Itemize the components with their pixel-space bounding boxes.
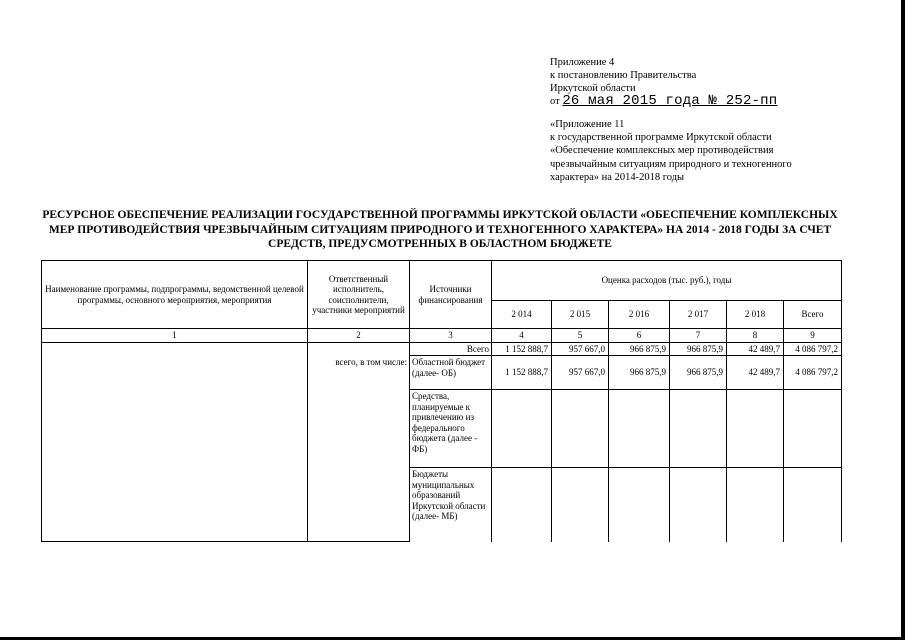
col-number: 4	[492, 329, 552, 343]
value-cell: 966 875,9	[609, 342, 670, 356]
value-cell	[552, 390, 609, 468]
appendix-11-header	[550, 118, 850, 184]
column-number-row	[42, 329, 842, 343]
table-row	[42, 342, 842, 356]
value-cell	[670, 390, 727, 468]
year-cell: 2 016	[609, 301, 670, 329]
col-number: 5	[552, 329, 609, 343]
value-cell: 4 086 797,2	[784, 356, 842, 390]
resource-table	[41, 260, 842, 542]
program-name-cell	[42, 342, 308, 542]
year-cell: 2 015	[552, 301, 609, 329]
appendix-line: Приложение 4	[550, 57, 615, 68]
col-number: 3	[410, 329, 492, 343]
appendix-line: характера» на 2014-2018 годы	[550, 171, 685, 183]
value-cell	[784, 390, 842, 468]
value-cell: 1 152 888,7	[492, 356, 552, 390]
source-cell: Областной бюджет (далее- ОБ)	[410, 356, 492, 390]
appendix-date-line	[550, 95, 777, 108]
appendix-line: к постановлению Правительства	[550, 70, 697, 81]
value-cell	[727, 468, 784, 542]
value-cell	[609, 390, 670, 468]
appendix-line: чрезвычайным ситуациям природного и техногенного	[550, 158, 792, 170]
appendix-line: Иркутской области	[550, 83, 636, 94]
document-title	[40, 208, 840, 252]
header-estimate: Оценка расходов (тыс. руб.), годы	[492, 261, 842, 301]
value-cell	[727, 390, 784, 468]
year-total-cell: Всего	[784, 301, 842, 329]
date-prefix: от	[550, 96, 560, 107]
header-source: Источники финансирования	[410, 261, 492, 329]
col-number: 7	[670, 329, 727, 343]
source-cell: Бюджеты муниципальных образований Иркутской области (далее- МБ)	[410, 468, 492, 542]
value-cell: 957 667,0	[552, 342, 609, 356]
title-line: СРЕДСТВ, ПРЕДУСМОТРЕННЫХ В ОБЛАСТНОМ БЮДЖЕТЕ	[268, 238, 612, 250]
col-number: 9	[784, 329, 842, 343]
value-cell	[492, 468, 552, 542]
scan-border-right	[901, 0, 905, 640]
source-cell: Всего	[410, 342, 492, 356]
value-cell	[609, 468, 670, 542]
col-number: 1	[42, 329, 308, 343]
appendix-4-header	[550, 56, 777, 108]
value-cell: 1 152 888,7	[492, 342, 552, 356]
appendix-line: «Обеспечение комплексных мер противодействия	[550, 145, 774, 157]
value-cell	[552, 468, 609, 542]
value-cell	[784, 468, 842, 542]
year-cell: 2 017	[670, 301, 727, 329]
value-cell	[492, 390, 552, 468]
year-cell: 2 018	[727, 301, 784, 329]
col-number: 6	[609, 329, 670, 343]
header-name: Наименование программы, подпрограммы, ведомственной целевой программы, основного мероприятия, мероприятия	[42, 261, 308, 329]
value-cell: 966 875,9	[670, 356, 727, 390]
value-cell: 4 086 797,2	[784, 342, 842, 356]
col-number: 2	[308, 329, 410, 343]
executor-cell: всего, в том числе:	[308, 342, 410, 542]
year-cell: 2 014	[492, 301, 552, 329]
title-line: РЕСУРСНОЕ ОБЕСПЕЧЕНИЕ РЕАЛИЗАЦИИ ГОСУДАРСТВЕННОЙ ПРОГРАММЫ ИРКУТСКОЙ ОБЛАСТИ «ОБЕСПЕЧЕНИЕ КОМПЛЕКСНЫХ	[42, 209, 838, 221]
value-cell: 42 489,7	[727, 342, 784, 356]
value-cell: 966 875,9	[670, 342, 727, 356]
appendix-line: к государственной программе Иркутской области	[550, 132, 772, 144]
value-cell: 42 489,7	[727, 356, 784, 390]
appendix-line: «Приложение 11	[550, 119, 625, 130]
value-cell	[670, 468, 727, 542]
value-cell: 966 875,9	[609, 356, 670, 390]
col-number: 8	[727, 329, 784, 343]
source-cell: Средства, планируемые к привлечению из федерального бюджета (далее - ФБ)	[410, 390, 492, 468]
table-header-row	[42, 261, 842, 301]
title-line: МЕР ПРОТИВОДЕЙСТВИЯ ЧРЕЗВЫЧАЙНЫМ СИТУАЦИЯМ ПРИРОДНОГО И ТЕХНОГЕННОГО ХАРАКТЕРА» НА 2014 - 2018 ГОДЫ ЗА СЧЕТ	[48, 223, 832, 236]
date-stamp: 26 мая 2015 года № 252-пп	[562, 93, 778, 109]
value-cell: 957 667,0	[552, 356, 609, 390]
header-executor: Ответственный исполнитель, соисполнители, участники мероприятий	[308, 261, 410, 329]
